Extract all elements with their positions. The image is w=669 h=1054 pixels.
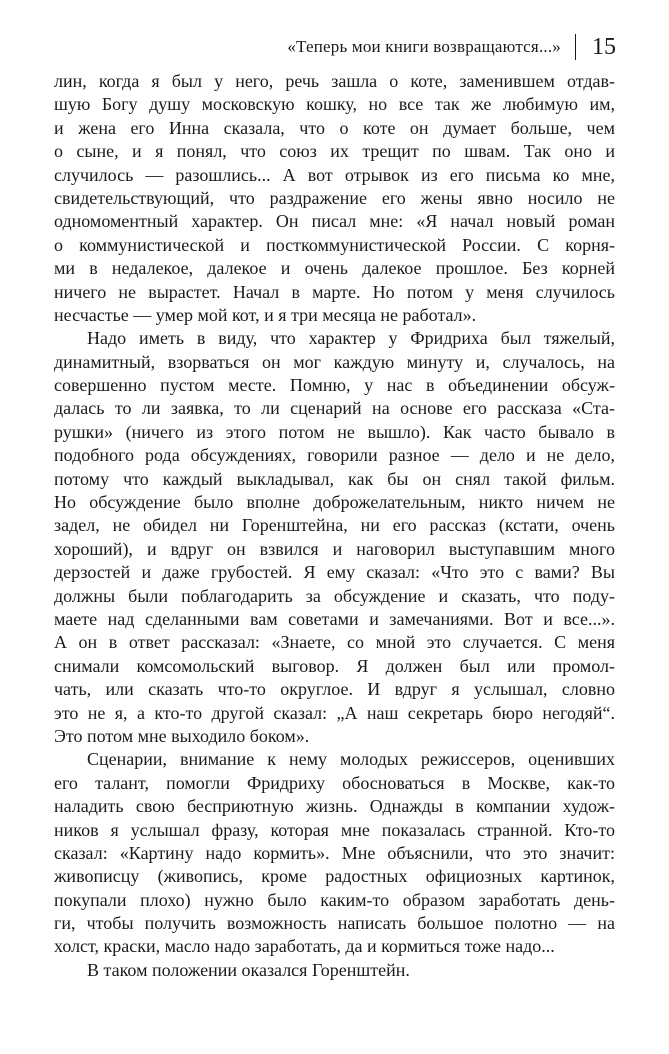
text-line: лин, когда я был у него, речь зашла о коте, заменившем отдав- xyxy=(54,71,615,91)
text-line: совершенно пустом месте. Помню, у нас в объединении обсуж- xyxy=(54,375,615,396)
text-line: его талант, помогли Фридриху обосноваться в Москве, как-то xyxy=(54,772,615,793)
running-title: «Теперь мои книги возвращаются...» xyxy=(287,37,561,56)
text-line: ников я услышал фразу, которая мне показалась странной. Кто-то xyxy=(54,819,615,840)
text-line: наладить свою бесприютную жизнь. Однажды в компании худож- xyxy=(54,796,615,817)
text-line: Но обсуждение было вполне доброжелательным, никто ничем не xyxy=(54,492,615,513)
text-line: динамитный, взорваться он мог каждую минуту и, случалось, на xyxy=(54,351,615,372)
text-line: рушки» (ничего из этого потом не вышло). Как часто бывало в xyxy=(54,421,615,442)
text-line: шую Богу душу московскую кошку, но все так же любимую им, xyxy=(54,94,615,115)
text-line: покупали плохо) нужно было каким-то образом заработать день- xyxy=(54,889,615,910)
text-line: снимали комсомольский выговор. Я должен был или промол- xyxy=(54,655,615,676)
text-line: и жена его Инна сказала, что о коте он думает больше, чем xyxy=(54,117,615,138)
text-line: холст, краски, масло надо заработать, да и кормиться тоже надо... xyxy=(54,936,555,957)
text-line: потому что каждый выкладывал, как бы он снял такой фильм. xyxy=(54,468,615,489)
page-number: 15 xyxy=(592,34,616,60)
text-line: Это потом мне выходило боком». xyxy=(54,725,310,746)
text-line: живописцу (живопись, кроме радостных официозных картинок, xyxy=(54,866,615,887)
running-head xyxy=(54,30,616,64)
text-line: несчастье — умер мой кот, и я три месяца не работал». xyxy=(54,304,477,325)
text-line: ми в недалекое, далекое и очень далекое прошлое. Без корней xyxy=(54,258,615,279)
text-line: свидетельствующий, что раздражение его жены явно носило не xyxy=(54,187,615,208)
body-text xyxy=(54,70,615,982)
text-line: о коммунистической и посткоммунистической России. С корня- xyxy=(54,234,615,255)
text-line: о сыне, и я понял, что союз их трещит по швам. Так оно и xyxy=(54,141,615,162)
text-line: задел, не обидел ни Горенштейна, ни его рассказ (кстати, очень xyxy=(54,515,615,536)
text-line: подобного рода обсуждениях, говорили разное — дело и не дело, xyxy=(54,445,615,466)
text-line: чать, или сказать что-то округлое. И вдруг я услышал, словно xyxy=(54,679,615,700)
text-line: ничего не вырастет. Начал в марте. Но потом у меня случилось xyxy=(54,281,615,302)
paragraph-4 xyxy=(54,959,615,982)
text-line: это не я, а кто-то другой сказал: „А наш секретарь бюро негодяй“. xyxy=(54,702,615,723)
paragraph-1 xyxy=(54,70,615,327)
text-line: дерзостей и даже грубостей. Я ему сказал: «Что это с вами? Вы xyxy=(54,562,615,583)
text-line: должны были поблагодарить за обсуждение и сказать, что поду- xyxy=(54,585,615,606)
header-divider xyxy=(575,34,576,60)
text-line: маете над сделанными вам советами и замечаниями. Вот и все...». xyxy=(54,608,615,629)
text-line: Сценарии, внимание к нему молодых режиссеров, оценивших xyxy=(87,749,615,770)
text-line: случилось — разошлись... А вот отрывок из его письма ко мне, xyxy=(54,164,615,185)
text-line: хороший), и вдруг он взвился и наговорил выступавшим много xyxy=(54,538,615,559)
text-line: одномоментный характер. Он писал мне: «Я начал новый роман xyxy=(54,211,615,232)
text-line: далась то ли заявка, то ли сценарий на основе его рассказа «Ста- xyxy=(54,398,615,419)
paragraph-3 xyxy=(54,748,615,959)
text-line: Надо иметь в виду, что характер у Фридриха был тяжелый, xyxy=(87,328,615,349)
text-line: сказал: «Картину надо кормить». Мне объяснили, что это значит: xyxy=(54,842,615,863)
paragraph-2 xyxy=(54,327,615,748)
text-line: А он в ответ рассказал: «Знаете, со мной это случается. С меня xyxy=(54,632,615,653)
text-line: ги, чтобы получить возможность написать большое полотно — на xyxy=(54,913,615,934)
text-line: В таком положении оказался Горенштейн. xyxy=(87,959,410,980)
